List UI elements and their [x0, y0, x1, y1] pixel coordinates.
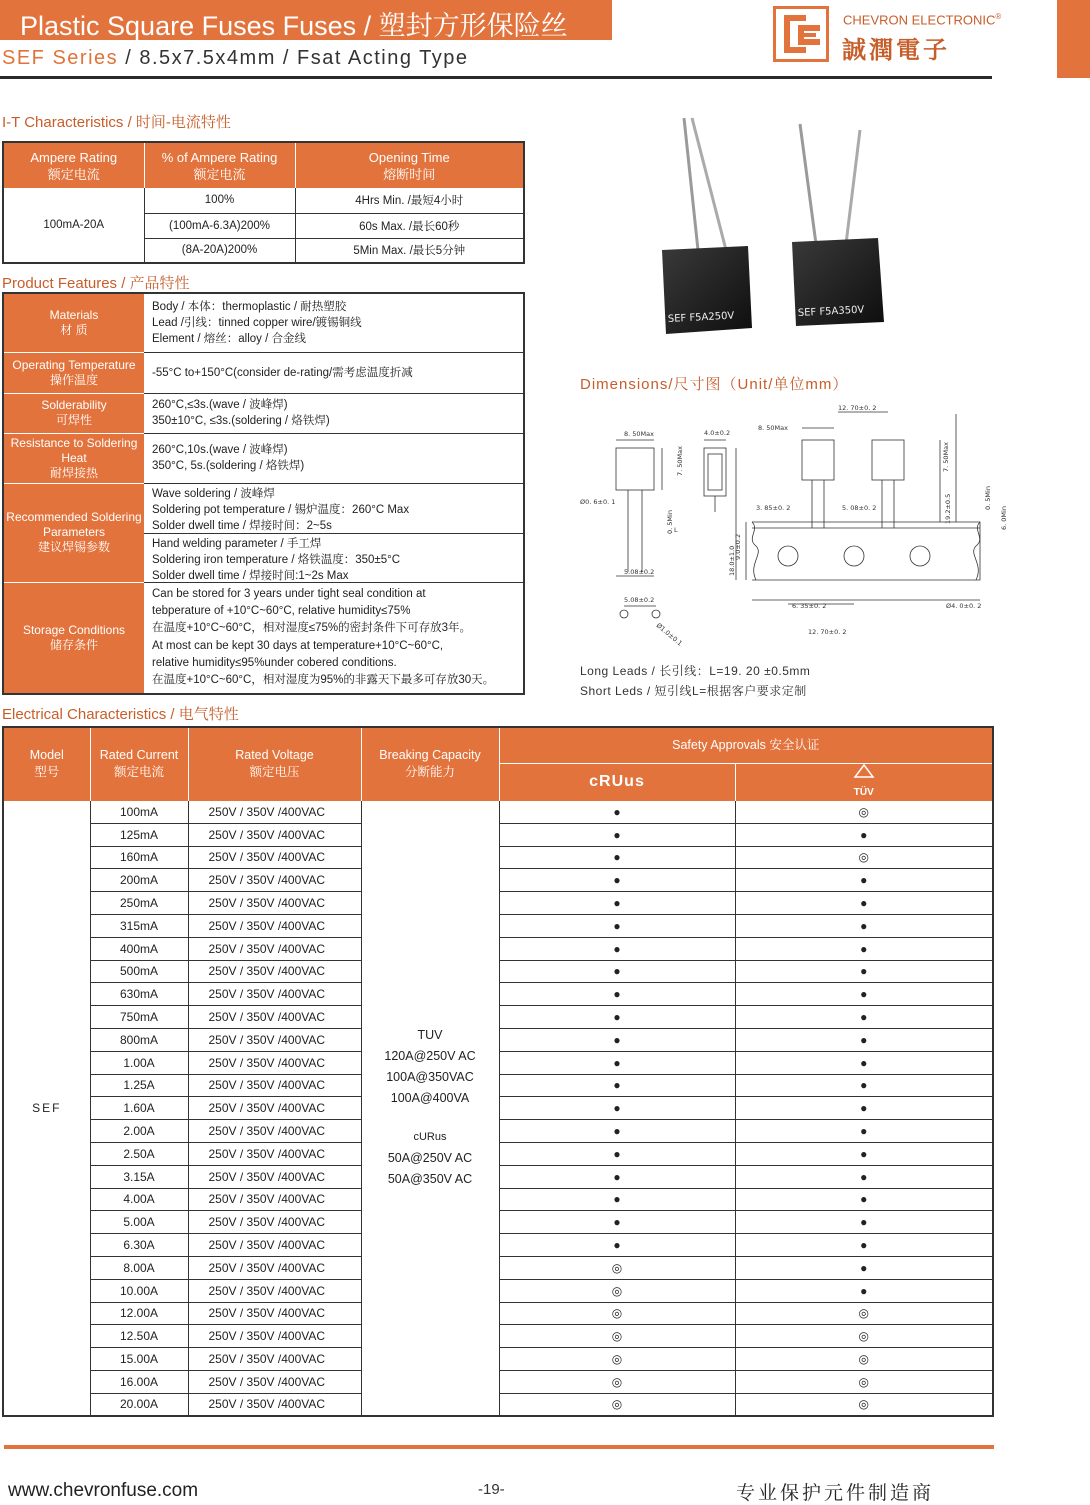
- breaking-capacity-line: 100A@350VAC: [386, 1070, 474, 1085]
- logo-text: CE: [801, 58, 803, 59]
- rated-voltage-cell: 250V / 350V /400VAC: [188, 823, 361, 846]
- rated-current-cell: 400mA: [90, 937, 188, 960]
- brand-name-cn: 誠潤電子: [842, 36, 950, 64]
- tuv-approval-cell: [735, 1393, 993, 1416]
- rated-current-cell: 160mA: [90, 846, 188, 869]
- feature-label-soldering-params: Recommended Soldering Parameters 建议焊锡参数: [3, 483, 144, 582]
- rated-voltage-cell: 250V / 350V /400VAC: [188, 1256, 361, 1279]
- ul-approval-cell: [499, 937, 735, 960]
- tuv-approval-cell: [735, 1211, 993, 1234]
- rated-voltage-cell: 250V / 350V /400VAC: [188, 1279, 361, 1302]
- dim-label-40: Ø4. 0±0. 2: [946, 602, 982, 610]
- fuse-lead-right-b: [846, 130, 860, 244]
- rated-current-cell: 100mA: [90, 801, 188, 824]
- feature-label-solder-heat: Resistance to Soldering Heat 耐焊接热: [3, 433, 144, 483]
- tuv-approval-cell: [735, 1051, 993, 1074]
- rated-voltage-cell: 250V / 350V /400VAC: [188, 960, 361, 983]
- ul-approval-cell: [499, 1006, 735, 1029]
- breaking-capacity-line: cURus: [413, 1131, 447, 1144]
- hand-welding-block: Hand welding parameter / 手工焊 Soldering iron temperature / 烙铁温度：350±5°C Solder dwell time / 焊接时间:1~2s Max: [152, 537, 401, 582]
- approval-mark: ◎: [611, 1374, 623, 1389]
- ec-header-model: Model 型号: [3, 727, 90, 801]
- rated-current-cell: 5.00A: [90, 1211, 188, 1234]
- brand-logo: [773, 6, 829, 62]
- dim-hole-left: [620, 610, 628, 618]
- rated-voltage-cell: 250V / 350V /400VAC: [188, 937, 361, 960]
- approval-mark: ●: [613, 918, 621, 933]
- approval-mark: ●: [613, 1055, 621, 1070]
- rated-current-cell: 8.00A: [90, 1256, 188, 1279]
- approval-mark: ◎: [858, 1352, 869, 1367]
- it-time-cell: 4Hrs Min. /最短4小时: [295, 188, 524, 213]
- rated-current-cell: 315mA: [90, 914, 188, 937]
- rated-voltage-cell: 250V / 350V /400VAC: [188, 1074, 361, 1097]
- footer-rule: [4, 1445, 994, 1449]
- model-cell: SEF: [32, 1100, 62, 1115]
- brand-reg-mark: ®: [995, 12, 1002, 21]
- ul-approval-cell: [499, 1097, 735, 1120]
- approval-mark: ●: [860, 1238, 868, 1253]
- ul-approval-cell: [499, 1348, 735, 1371]
- rated-current-cell: 20.00A: [90, 1393, 188, 1416]
- long-leads-note: Long Leads / 长引线：L=19. 20 ±0.5mm: [580, 664, 811, 678]
- feature-value-operating-temp: -55°C to+150°C(consider de-rating/需考虑温度折减: [144, 352, 524, 393]
- rated-current-cell: 2.50A: [90, 1142, 188, 1165]
- approval-mark: ●: [613, 1146, 621, 1161]
- tuv-approval-cell: [735, 1120, 993, 1143]
- tuv-approval-cell: [735, 1097, 993, 1120]
- tuv-approval-cell: [735, 823, 993, 846]
- approval-mark: ●: [613, 1192, 621, 1207]
- approval-mark: ●: [860, 1215, 868, 1230]
- feature-label-solderability: Solderability 可焊性: [3, 393, 144, 433]
- dim-side-body: [704, 448, 726, 496]
- approval-mark: ●: [860, 1146, 868, 1161]
- product-photo: [640, 110, 920, 350]
- rated-current-cell: 12.50A: [90, 1325, 188, 1348]
- ul-approval-cell: [499, 914, 735, 937]
- ul-approval-cell: [499, 1234, 735, 1257]
- fuse-label-2: SEF F5A350V: [797, 304, 865, 319]
- feature-label-storage: Storage Conditions 储存条件: [3, 582, 144, 694]
- approval-mark: ●: [613, 1215, 621, 1230]
- rated-current-cell: 2.00A: [90, 1120, 188, 1143]
- approval-mark: ●: [860, 873, 868, 888]
- rated-voltage-cell: 250V / 350V /400VAC: [188, 1142, 361, 1165]
- rated-voltage-cell: 250V / 350V /400VAC: [188, 1348, 361, 1371]
- breaking-capacity-line: 120A@250V AC: [384, 1049, 476, 1064]
- rated-current-cell: 630mA: [90, 983, 188, 1006]
- ul-approval-cell: [499, 1256, 735, 1279]
- ul-approval-cell: [499, 1393, 735, 1416]
- ul-approval-cell: [499, 1302, 735, 1325]
- footer-slogan: 专业保护元件制造商: [736, 1482, 935, 1504]
- dim-label-spacing2: 5.08±0.2: [624, 596, 655, 604]
- rated-voltage-cell: 250V / 350V /400VAC: [188, 1370, 361, 1393]
- ec-header-ul: [499, 763, 735, 801]
- rated-voltage-cell: 250V / 350V /400VAC: [188, 1234, 361, 1257]
- features-table: [2, 292, 525, 695]
- approval-mark: ●: [860, 896, 868, 911]
- ul-approval-cell: [499, 846, 735, 869]
- approval-mark: ●: [613, 987, 621, 1002]
- ec-header-voltage: Rated Voltage 额定电压: [188, 727, 361, 801]
- tuv-approval-cell: [735, 914, 993, 937]
- rated-voltage-cell: 250V / 350V /400VAC: [188, 914, 361, 937]
- rated-current-cell: 750mA: [90, 1006, 188, 1029]
- ul-approval-cell: [499, 1165, 735, 1188]
- ul-approval-cell: [499, 1370, 735, 1393]
- tuv-logo-text: TÜV: [853, 786, 874, 798]
- rated-voltage-cell: 250V / 350V /400VAC: [188, 869, 361, 892]
- feature-value-soldering-params: [144, 483, 524, 582]
- rated-voltage-cell: 250V / 350V /400VAC: [188, 1211, 361, 1234]
- approval-mark: ●: [860, 1192, 868, 1207]
- rated-current-cell: 500mA: [90, 960, 188, 983]
- approval-mark: ●: [613, 964, 621, 979]
- approval-mark: ●: [613, 1078, 621, 1093]
- it-percent-cell: (8A-20A)200%: [144, 238, 295, 263]
- ul-approval-cell: [499, 892, 735, 915]
- approval-mark: ●: [860, 1260, 868, 1275]
- tuv-approval-cell: [735, 1325, 993, 1348]
- ec-header-tuv: [735, 763, 993, 801]
- tuv-approval-cell: [735, 1279, 993, 1302]
- rated-voltage-cell: 250V / 350V /400VAC: [188, 1393, 361, 1416]
- page-number: -19-: [478, 1481, 505, 1498]
- dim-label-385: 3. 85±0. 2: [756, 504, 791, 512]
- ul-approval-cell: [499, 1028, 735, 1051]
- dim-sprocket-1: [778, 546, 798, 566]
- breaking-capacity-line: 50A@250V AC: [387, 1151, 473, 1166]
- approval-mark: ●: [860, 1032, 868, 1047]
- table-row: [3, 801, 993, 824]
- approval-mark: ●: [613, 941, 621, 956]
- approval-mark: ●: [860, 918, 868, 933]
- rated-current-cell: 1.25A: [90, 1074, 188, 1097]
- rated-current-cell: 12.00A: [90, 1302, 188, 1325]
- dim-label-05min: 0. 5Min: [984, 486, 992, 510]
- tuv-approval-cell: [735, 1074, 993, 1097]
- it-header-percent: % of Ampere Rating 额定电流: [144, 142, 295, 188]
- feature-value-solder-heat: 260°C,10s.(wave / 波峰焊) 350°C, 5s.(soldering / 烙铁焊): [144, 433, 524, 483]
- approval-mark: ●: [613, 1010, 621, 1025]
- tuv-approval-cell: [735, 892, 993, 915]
- tuv-approval-cell: [735, 1348, 993, 1371]
- feature-value-storage: Can be stored for 3 years under tight seal condition at tebperature of +10°C~60°C, relative humidity≤75% 在温度+10°C~60°C，相对湿度≤75%的密封条件下可存放3年。 At most can be kept 30 days at temperature+10°C~60°C, relative humidity≤95%under cobered conditions. 在温度+10°C~60°C，相对湿度为95%的非露天下最多可存放30天。: [144, 582, 524, 694]
- features-section-title: Product Features / 产品特性: [2, 275, 190, 292]
- approval-mark: ◎: [611, 1397, 623, 1412]
- electrical-table-body: [3, 801, 993, 1417]
- dim-label-635: 6. 35±0. 2: [792, 602, 827, 610]
- tuv-approval-cell: [735, 1165, 993, 1188]
- rated-current-cell: 125mA: [90, 823, 188, 846]
- dim-label-192: 19.2±0.5: [944, 493, 952, 524]
- dim-label-w1: 8. 50Max: [624, 430, 654, 438]
- feature-label-materials: Materials 材 质: [3, 293, 144, 352]
- approval-mark: ●: [613, 1101, 621, 1116]
- tuv-approval-cell: [735, 846, 993, 869]
- tuv-approval-cell: [735, 1142, 993, 1165]
- breaking-capacity-line: [362, 1109, 499, 1127]
- tuv-approval-cell: [735, 801, 993, 824]
- approval-mark: ●: [860, 1055, 868, 1070]
- ul-approval-cell: [499, 1120, 735, 1143]
- dim-label-t: 4.0±0.2: [704, 429, 731, 437]
- ec-header-breaking: Breaking Capacity 分断能力: [361, 727, 499, 801]
- dim-sprocket-3: [910, 546, 930, 566]
- rated-voltage-cell: 250V / 350V /400VAC: [188, 1302, 361, 1325]
- approval-mark: ●: [613, 873, 621, 888]
- page-title: Plastic Square Fuses Fuses / 塑封方形保险丝: [0, 0, 612, 40]
- wave-soldering-block: Wave soldering / 波峰焊 Soldering pot temperature / 锡炉温度：260°C Max Solder dwell time / 焊接时间：2~5s: [144, 484, 523, 534]
- brand-name-en: CHEVRON ELECTRONIC®: [843, 12, 1002, 28]
- tuv-approval-cell: [735, 1302, 993, 1325]
- feature-label-operating-temp: Operating Temperature 操作温度: [3, 352, 144, 393]
- approval-mark: ◎: [858, 1397, 869, 1412]
- approval-mark: ◎: [858, 804, 869, 819]
- tuv-approval-cell: [735, 1256, 993, 1279]
- dimensions-drawing: [576, 404, 1008, 650]
- electrical-table: [2, 726, 994, 1417]
- rated-current-cell: 1.00A: [90, 1051, 188, 1074]
- approval-mark: ●: [860, 1169, 868, 1184]
- approval-mark: ◎: [611, 1329, 623, 1344]
- it-percent-cell: 100%: [144, 188, 295, 213]
- series-spec: / 8.5x7.5x4mm / Fsat Acting Type: [118, 47, 469, 69]
- approval-mark: ◎: [858, 1374, 869, 1389]
- dim-label-hole: Ø1.0±0.1: [654, 621, 684, 648]
- rated-voltage-cell: 250V / 350V /400VAC: [188, 1006, 361, 1029]
- it-time-cell: 5Min Max. /最长5分钟: [295, 238, 524, 263]
- ul-approval-cell: [499, 823, 735, 846]
- it-percent-cell: (100mA-6.3A)200%: [144, 213, 295, 238]
- dim-tape-outline: [752, 522, 980, 580]
- ul-approval-cell: [499, 1142, 735, 1165]
- ul-approval-cell: [499, 1211, 735, 1234]
- breaking-capacity-cell: [361, 801, 499, 1417]
- tuv-approval-cell: [735, 937, 993, 960]
- approval-mark: ◎: [858, 1329, 869, 1344]
- approval-mark: ●: [860, 1101, 868, 1116]
- dim-front-body: [616, 448, 654, 490]
- ec-header-current: Rated Current 额定电流: [90, 727, 188, 801]
- dim-label-h: 7. 50Max: [676, 446, 684, 476]
- approval-mark: ◎: [858, 1306, 869, 1321]
- approval-mark: ●: [860, 1078, 868, 1093]
- approval-mark: ●: [860, 1010, 868, 1025]
- dim-label-6min: 6. 0Min: [1000, 506, 1008, 530]
- dim-label-127b: 12. 70±0. 2: [808, 628, 847, 636]
- rated-voltage-cell: 250V / 350V /400VAC: [188, 1188, 361, 1211]
- it-time-cell: 60s Max. /最长60秒: [295, 213, 524, 238]
- ul-approval-cell: [499, 960, 735, 983]
- dim-label-L: L: [674, 526, 678, 534]
- ul-approval-cell: [499, 869, 735, 892]
- approval-mark: ●: [613, 850, 621, 865]
- approval-mark: ●: [860, 1283, 868, 1298]
- ul-approval-cell: [499, 1051, 735, 1074]
- dim-label-min: 0. 5Min: [666, 510, 674, 534]
- breaking-capacity-line: TUV: [417, 1028, 443, 1043]
- approval-mark: ●: [613, 1124, 621, 1139]
- fuse-lead-right-a: [800, 124, 816, 244]
- side-tab: [1057, 0, 1090, 78]
- approval-mark: ◎: [611, 1283, 623, 1298]
- dimensions-title: Dimensions/尺寸图（Unit/单位mm）: [580, 376, 849, 393]
- dim-hole-right: [652, 610, 660, 618]
- feature-value-solderability: 260°C,≤3s.(wave / 波峰焊) 350±10°C, ≤3s.(soldering / 烙铁焊): [144, 393, 524, 433]
- rated-voltage-cell: 250V / 350V /400VAC: [188, 892, 361, 915]
- approval-mark: ◎: [858, 850, 869, 865]
- rated-voltage-cell: 250V / 350V /400VAC: [188, 1325, 361, 1348]
- it-rating-value: 100mA-20A: [43, 219, 105, 231]
- approval-mark: ◎: [611, 1306, 623, 1321]
- approval-mark: ●: [613, 804, 621, 819]
- dim-label-90: 9.0±0.2: [734, 533, 742, 560]
- rated-voltage-cell: 250V / 350V /400VAC: [188, 1051, 361, 1074]
- rated-voltage-cell: 250V / 350V /400VAC: [188, 801, 361, 824]
- ul-approval-cell: [499, 1279, 735, 1302]
- series-subtitle: [2, 47, 469, 70]
- it-section-title: I-T Characteristics / 时间-电流特性: [2, 114, 231, 131]
- dim-label-h2: 7. 50Max: [942, 442, 950, 472]
- dim-label-spacing: 5.08±0.2: [624, 568, 655, 576]
- rated-current-cell: 10.00A: [90, 1279, 188, 1302]
- it-header-time: Opening Time 熔断时间: [295, 142, 524, 188]
- dim-sprocket-2: [844, 546, 864, 566]
- dim-tape-fuse-2: [872, 440, 904, 480]
- tuv-approval-cell: [735, 869, 993, 892]
- rated-current-cell: 15.00A: [90, 1348, 188, 1371]
- approval-mark: ●: [860, 987, 868, 1002]
- breaking-capacity-line: 100A@400VA: [390, 1091, 470, 1106]
- tuv-approval-cell: [735, 1028, 993, 1051]
- ce-logo-icon: [776, 9, 826, 59]
- rated-current-cell: 4.00A: [90, 1188, 188, 1211]
- ec-header-safety: Safety Approvals 安全认证: [499, 727, 993, 763]
- rated-voltage-cell: 250V / 350V /400VAC: [188, 1097, 361, 1120]
- breaking-capacity-line: 50A@350V AC: [387, 1172, 473, 1187]
- tuv-approval-cell: [735, 1006, 993, 1029]
- approval-mark: ◎: [611, 1352, 623, 1367]
- rated-voltage-cell: 250V / 350V /400VAC: [188, 846, 361, 869]
- approval-mark: ●: [613, 1238, 621, 1253]
- tuv-approval-cell: [735, 983, 993, 1006]
- short-leads-note: Short Leds / 短引线L=根据客户要求定制: [580, 684, 807, 698]
- tuv-approval-cell: [735, 960, 993, 983]
- feature-value-materials: Body / 本体：thermoplastic / 耐热塑胶 Lead /引线：tinned copper wire/镀锡铜线 Element / 熔丝：alloy / 合金线: [152, 300, 362, 345]
- ul-approval-cell: [499, 801, 735, 824]
- tuv-approval-cell: [735, 1234, 993, 1257]
- rated-voltage-cell: 250V / 350V /400VAC: [188, 1120, 361, 1143]
- rated-current-cell: 6.30A: [90, 1234, 188, 1257]
- rated-current-cell: 1.60A: [90, 1097, 188, 1120]
- electrical-section-title: Electrical Characteristics / 电气特性: [2, 706, 239, 723]
- tuv-approval-cell: [735, 1370, 993, 1393]
- header-rule: [0, 76, 992, 79]
- rated-current-cell: 200mA: [90, 869, 188, 892]
- fuse-label-1: SEF F5A250V: [667, 310, 735, 325]
- rated-current-cell: 250mA: [90, 892, 188, 915]
- rated-current-cell: 800mA: [90, 1028, 188, 1051]
- ul-approval-cell: [499, 1325, 735, 1348]
- rated-voltage-cell: 250V / 350V /400VAC: [188, 1028, 361, 1051]
- rated-current-cell: 3.15A: [90, 1165, 188, 1188]
- dim-label-lead-dia: Ø0. 6±0. 1: [580, 498, 616, 506]
- dim-label-180: 18.0±1.0: [728, 545, 736, 576]
- ul-approval-cell: [499, 1188, 735, 1211]
- approval-mark: ●: [860, 827, 868, 842]
- rated-current-cell: 16.00A: [90, 1370, 188, 1393]
- approval-mark: ◎: [611, 1260, 623, 1275]
- approval-mark: ●: [613, 1032, 621, 1047]
- approval-mark: ●: [860, 1124, 868, 1139]
- approval-mark: ●: [613, 896, 621, 911]
- approval-mark: ●: [613, 827, 621, 842]
- ul-logo-icon: cRUus: [589, 773, 645, 790]
- ul-approval-cell: [499, 983, 735, 1006]
- series-name: SEF Series: [2, 47, 119, 69]
- it-table: [2, 141, 525, 264]
- approval-mark: ●: [860, 964, 868, 979]
- dim-label-508: 5. 08±0. 2: [842, 504, 877, 512]
- tuv-triangle-icon: [853, 764, 875, 778]
- rated-voltage-cell: 250V / 350V /400VAC: [188, 983, 361, 1006]
- approval-mark: ●: [613, 1169, 621, 1184]
- dim-label-pitch-top: 12. 70±0. 2: [838, 404, 877, 412]
- tuv-approval-cell: [735, 1188, 993, 1211]
- rated-voltage-cell: 250V / 350V /400VAC: [188, 1165, 361, 1188]
- footer-website-link[interactable]: www.chevronfuse.com: [8, 1480, 199, 1501]
- ul-approval-cell: [499, 1074, 735, 1097]
- it-header-rating: Ampere Rating 额定电流: [3, 142, 144, 188]
- approval-mark: ●: [860, 941, 868, 956]
- dim-label-w2: 8. 50Max: [758, 424, 788, 432]
- dim-tape-fuse-1: [802, 440, 834, 480]
